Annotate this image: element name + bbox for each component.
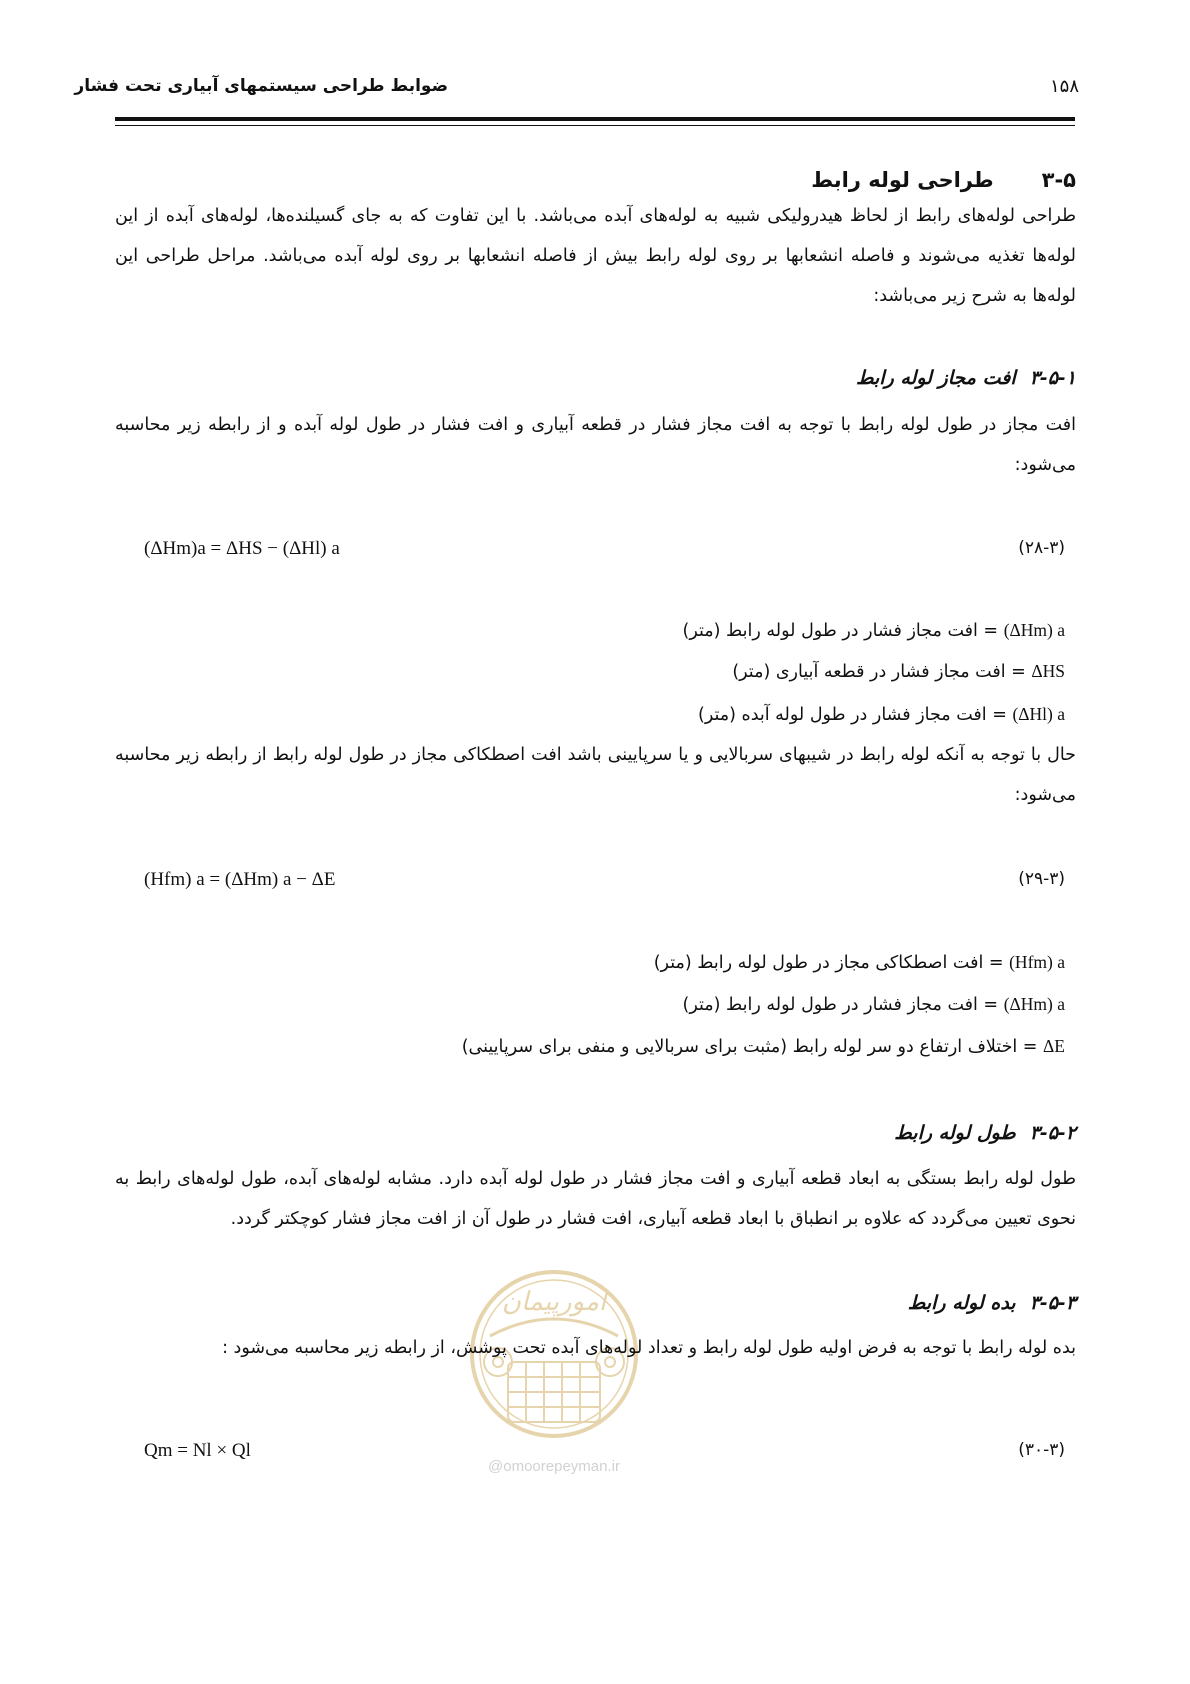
subsection-1-paragraph: افت مجاز در طول لوله رابط با توجه به افت مجاز فشار در قطعه آبیاری و افت فشار در طول لوله آبده و از رابطه زیر محاسبه می‌شود: (115, 415, 1076, 475)
equation-29-formula: (Hfm) a = (ΔHm) a − ΔE (144, 869, 336, 890)
definition-item (683, 994, 1065, 1015)
section-intro-paragraph: طراحی لوله‌های رابط از لحاظ هیدرولیکی شبیه به لوله‌های آبده می‌باشد. با این تفاوت که به جای گسیلنده‌ها، لوله‌های آبده از این لوله‌ها تغذیه می‌شوند و فاصله انشعابها بر روی لوله رابط بیش از فاصله انشعابها بر روی لوله آبده می‌باشد. مراحل طراحی این لوله‌ها به شرح زیر می‌باشد: (115, 206, 1076, 306)
running-header-title: ضوابط طراحی سیستمهای آبیاری تحت فشار (74, 76, 448, 96)
definition-text: = افت مجاز فشار در طول لوله آبده (متر) (698, 705, 1007, 725)
equation-28-formula: (ΔHm)a = ΔHS − (ΔHl) a (144, 538, 340, 559)
section-title: طراحی لوله رابط (811, 168, 994, 192)
definition-item (654, 952, 1065, 973)
equation-30-number: (۳۰-۳) (1018, 1440, 1065, 1460)
equation-29-number: (۲۹-۳) (1018, 869, 1065, 889)
subsection-3-heading (908, 1292, 1076, 1314)
definition-text: = افت اصطکاکی مجاز در طول لوله رابط (متر) (653, 953, 1004, 973)
subsection-2-title: طول لوله رابط (894, 1122, 1016, 1144)
definition-symbol: ΔHS (1031, 661, 1065, 681)
definition-text: = افت مجاز فشار در قطعه آبیاری (متر) (732, 662, 1026, 682)
definition-text: = افت مجاز فشار در طول لوله رابط (متر) (682, 995, 999, 1015)
subsection-1-paragraph-2: حال با توجه به آنکه لوله رابط در شیبهای سربالایی و یا سرپایینی باشد افت اصطکاکی مجاز در طول لوله رابط از رابطه زیر محاسبه می‌شود: (115, 745, 1076, 805)
header-rule-thin (115, 125, 1075, 126)
subsection-2-number: ۳-۵-۲ (1029, 1122, 1076, 1144)
subsection-3-paragraph: بده لوله رابط با توجه به فرض اولیه طول لوله رابط و تعداد لوله‌های آبده تحت پوشش، از رابطه زیر محاسبه می‌شود : (222, 1338, 1076, 1358)
section-heading (811, 168, 1076, 192)
header-rule-thick (115, 117, 1075, 121)
subsection-2-paragraph: طول لوله رابط بستگی به ابعاد قطعه آبیاری و افت مجاز فشار در طول لوله آبده دارد. مشابه لوله‌های آبده، طول لوله‌های رابط به نحوی تعیین می‌گردد که علاوه بر انطباق با ابعاد قطعه آبیاری، افت فشار در طول آن از افت مجاز فشار کوچکتر گردد. (115, 1169, 1076, 1229)
definition-text: = اختلاف ارتفاع دو سر لوله رابط (مثبت برای سربالایی و منفی برای سرپایینی) (461, 1037, 1038, 1057)
subsection-1-heading (856, 367, 1076, 389)
subsection-3-number: ۳-۵-۳ (1029, 1292, 1076, 1314)
definition-item (732, 661, 1065, 682)
definition-symbol: (ΔHm) a (1003, 620, 1065, 640)
subsection-1-title: افت مجاز لوله رابط (855, 367, 1016, 389)
definition-symbol: ΔE (1043, 1036, 1065, 1056)
watermark-script-text: امورپیمان (501, 1287, 607, 1317)
definition-text: = افت مجاز فشار در طول لوله رابط (متر) (682, 621, 999, 641)
watermark-logo (468, 1262, 640, 1482)
definition-symbol: (Hfm) a (1009, 952, 1065, 972)
subsection-2-heading (894, 1122, 1076, 1144)
section-number: ۳-۵ (1041, 168, 1076, 192)
page-number: ۱۵۸ (1050, 76, 1080, 97)
watermark-url: @omoorepeyman.ir (488, 1458, 620, 1475)
definition-item (683, 620, 1065, 641)
equation-28-number: (۲۸-۳) (1018, 538, 1065, 558)
definition-symbol: (ΔHm) a (1003, 994, 1065, 1014)
definition-symbol: (ΔHl) a (1012, 704, 1065, 724)
definition-item (698, 704, 1065, 725)
subsection-3-title: بده لوله رابط (907, 1292, 1016, 1314)
equation-30-formula: Qm = Nl × Ql (144, 1440, 251, 1461)
definition-item (462, 1036, 1065, 1057)
subsection-1-number: ۳-۵-۱ (1029, 367, 1076, 389)
